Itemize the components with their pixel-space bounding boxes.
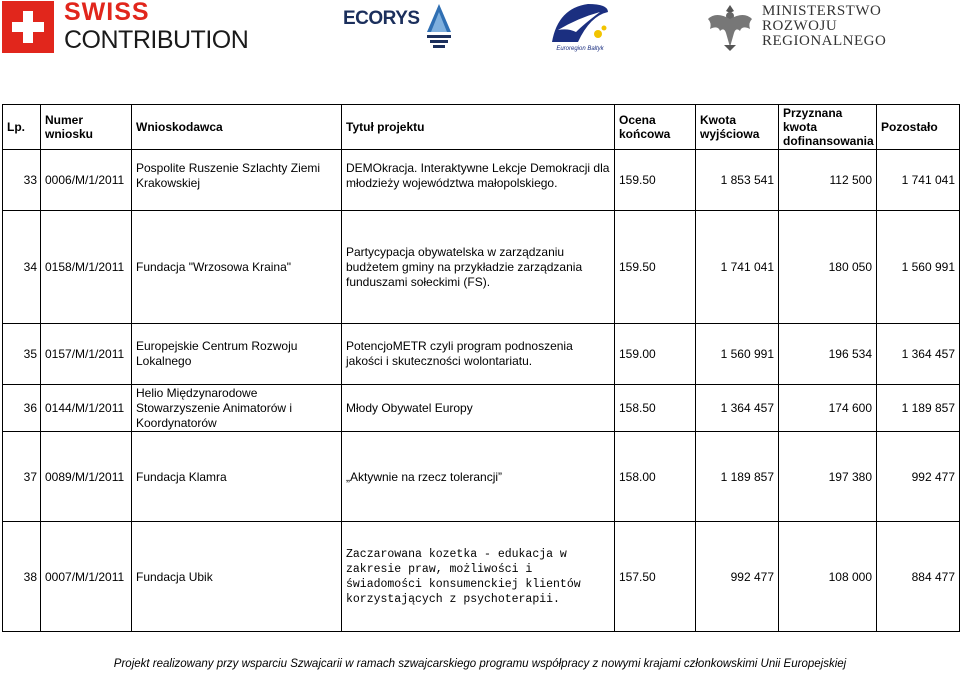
cell-wnioskodawca: Fundacja "Wrzosowa Kraina" bbox=[132, 211, 342, 324]
cell-tytul: Młody Obywatel Europy bbox=[342, 385, 615, 432]
header-przyznana-kwota: Przyznana kwota dofinansowania bbox=[779, 105, 877, 150]
cell-wnioskodawca: Helio Międzynarodowe Stowarzyszenie Animatorów i Koordynatorów bbox=[132, 385, 342, 432]
cell-numer: 0089/M/1/2011 bbox=[41, 432, 132, 522]
header-tytul-projektu: Tytuł projektu bbox=[342, 105, 615, 150]
cell-numer: 0006/M/1/2011 bbox=[41, 150, 132, 211]
table-row bbox=[3, 522, 960, 632]
cell-pozostalo: 992 477 bbox=[877, 432, 960, 522]
ministry-logo bbox=[706, 1, 960, 53]
seagull-icon bbox=[548, 2, 612, 46]
cell-numer: 0158/M/1/2011 bbox=[41, 211, 132, 324]
header-pozostalo: Pozostało bbox=[877, 105, 960, 150]
cell-przyznana: 108 000 bbox=[779, 522, 877, 632]
swiss-logo-text-2: CONTRIBUTION bbox=[64, 26, 249, 54]
cell-pozostalo: 1 189 857 bbox=[877, 385, 960, 432]
cell-tytul: Zaczarowana kozetka - edukacja w zakresie praw, możliwości i świadomości konsumenckiej klientów korzystających z psychoterapii. bbox=[342, 522, 615, 632]
cell-tytul: Partycypacja obywatelska w zarządzaniu budżetem gminy na przykładzie zarządzania funduszami sołeckimi (FS). bbox=[342, 211, 615, 324]
cell-ocena: 159.50 bbox=[615, 150, 696, 211]
cell-wnioskodawca: Pospolite Ruszenie Szlachty Ziemi Krakowskiej bbox=[132, 150, 342, 211]
cell-tytul: DEMOkracja. Interaktywne Lekcje Demokracji dla młodzieży województwa małopolskiego. bbox=[342, 150, 615, 211]
cell-lp: 36 bbox=[3, 385, 41, 432]
header-numer-wniosku: Numer wniosku bbox=[41, 105, 132, 150]
eagle-emblem-icon bbox=[706, 1, 754, 53]
cell-pozostalo: 1 560 991 bbox=[877, 211, 960, 324]
cell-kwota: 1 364 457 bbox=[696, 385, 779, 432]
cell-przyznana: 112 500 bbox=[779, 150, 877, 211]
cell-numer: 0144/M/1/2011 bbox=[41, 385, 132, 432]
swiss-contribution-logo bbox=[2, 1, 248, 53]
cell-ocena: 159.00 bbox=[615, 324, 696, 385]
cell-ocena: 158.00 bbox=[615, 432, 696, 522]
cell-lp: 34 bbox=[3, 211, 41, 324]
cell-przyznana: 174 600 bbox=[779, 385, 877, 432]
table-row bbox=[3, 211, 960, 324]
cell-lp: 37 bbox=[3, 432, 41, 522]
cell-kwota: 1 853 541 bbox=[696, 150, 779, 211]
cell-pozostalo: 1 364 457 bbox=[877, 324, 960, 385]
cell-kwota: 1 560 991 bbox=[696, 324, 779, 385]
table-header-row bbox=[3, 105, 960, 150]
cell-wnioskodawca: Fundacja Klamra bbox=[132, 432, 342, 522]
cell-numer: 0007/M/1/2011 bbox=[41, 522, 132, 632]
cell-wnioskodawca: Fundacja Ubik bbox=[132, 522, 342, 632]
ecorys-drop-icon bbox=[425, 2, 453, 52]
ecorys-logo-text: ECORYS bbox=[343, 8, 420, 29]
cell-przyznana: 196 534 bbox=[779, 324, 877, 385]
ministry-name bbox=[762, 4, 886, 49]
table-row bbox=[3, 150, 960, 211]
cell-tytul: PotencjoMETR czyli program podnoszenia jakości i skuteczności wolontariatu. bbox=[342, 324, 615, 385]
cell-ocena: 158.50 bbox=[615, 385, 696, 432]
cell-pozostalo: 1 741 041 bbox=[877, 150, 960, 211]
cell-lp: 38 bbox=[3, 522, 41, 632]
cell-lp: 33 bbox=[3, 150, 41, 211]
cell-kwota: 1 741 041 bbox=[696, 211, 779, 324]
header-lp: Lp. bbox=[3, 105, 41, 150]
ministry-line-2: ROZWOJU bbox=[762, 18, 838, 34]
footer-note: Projekt realizowany przy wsparciu Szwajcarii w ramach szwajcarskiego programu współpracy z nowymi krajami członkowskimi Unii Europejskiej bbox=[113, 658, 847, 670]
ministry-line-1: MINISTERSTWO bbox=[762, 3, 882, 19]
ministry-line-3: REGIONALNEGO bbox=[762, 33, 887, 49]
euroregion-baltyk-logo bbox=[548, 2, 612, 54]
table-row bbox=[3, 385, 960, 432]
cell-przyznana: 197 380 bbox=[779, 432, 877, 522]
cell-lp: 35 bbox=[3, 324, 41, 385]
euroregion-caption: Euroregion Baltyk bbox=[556, 46, 604, 52]
cell-ocena: 159.50 bbox=[615, 211, 696, 324]
cell-pozostalo: 884 477 bbox=[877, 522, 960, 632]
cell-ocena: 157.50 bbox=[615, 522, 696, 632]
cell-numer: 0157/M/1/2011 bbox=[41, 324, 132, 385]
header-wnioskodawca: Wnioskodawca bbox=[132, 105, 342, 150]
cell-kwota: 1 189 857 bbox=[696, 432, 779, 522]
ecorys-logo bbox=[343, 2, 455, 52]
header-ocena-koncowa: Ocena końcowa bbox=[615, 105, 696, 150]
cell-wnioskodawca: Europejskie Centrum Rozwoju Lokalnego bbox=[132, 324, 342, 385]
cell-przyznana: 180 050 bbox=[779, 211, 877, 324]
swiss-flag-icon bbox=[2, 1, 54, 53]
ranking-table bbox=[2, 104, 960, 632]
cell-kwota: 992 477 bbox=[696, 522, 779, 632]
table-row bbox=[3, 432, 960, 522]
table-row bbox=[3, 324, 960, 385]
swiss-logo-text-1: SWISS bbox=[64, 0, 150, 26]
header-kwota-wyjsciowa: Kwota wyjściowa bbox=[696, 105, 779, 150]
cell-tytul: „Aktywnie na rzecz tolerancji” bbox=[342, 432, 615, 522]
logo-bar bbox=[0, 0, 960, 60]
